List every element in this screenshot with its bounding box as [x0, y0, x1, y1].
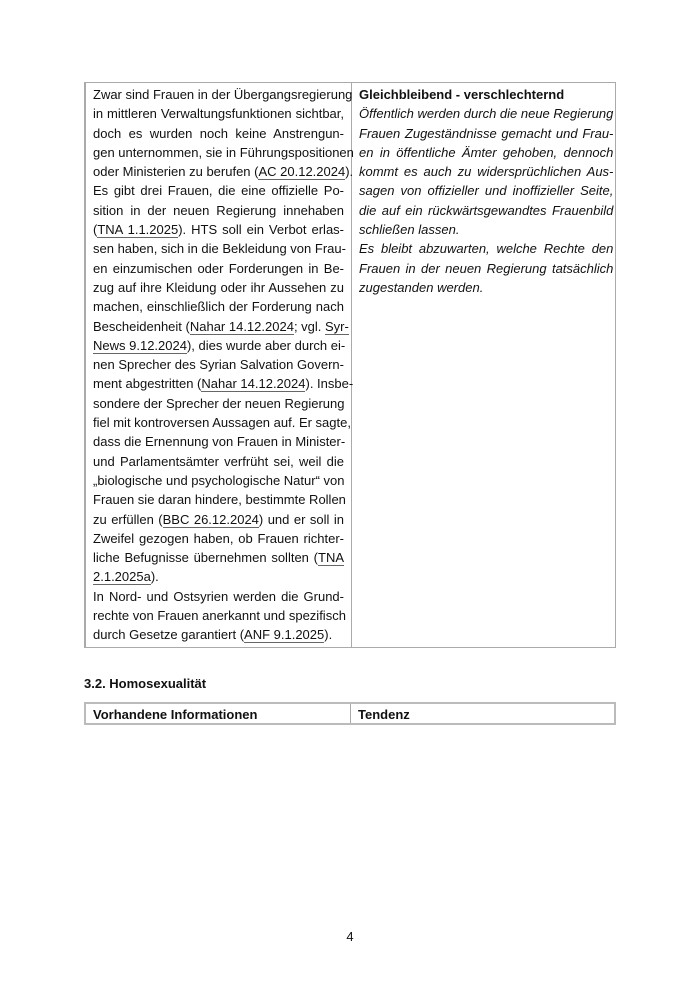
text-segment: durch Gesetze garantiert ( — [93, 627, 245, 643]
text-segment: en einzumischen oder Forderungen in Be- — [93, 260, 344, 276]
text-segment: dass die Ernennung von Frauen in Minister- — [93, 434, 346, 450]
text-segment: in mittleren Verwaltungsfunktionen sichtbar, — [93, 106, 344, 122]
text-segment: ). — [324, 627, 333, 643]
text-line — [93, 220, 344, 239]
trend-cell — [352, 83, 620, 647]
trend-text-line: Es bleibt abzuwarten, welche Rechte den — [359, 241, 614, 257]
text-segment: machen, einschließlich der Forderung nach — [93, 299, 344, 315]
text-line — [93, 567, 344, 586]
text-segment: ). — [345, 164, 354, 180]
source-link[interactable]: 2.1.2025a — [93, 569, 151, 585]
trend-text-line: Frauen Zugeständnisse gemacht und Frau- — [359, 125, 614, 141]
text-segment: sondere der Sprecher der neuen Regierung — [93, 395, 345, 411]
text-line — [93, 587, 344, 606]
text-line — [93, 278, 344, 297]
source-link[interactable]: News 9.12.2024 — [93, 337, 187, 353]
trend-text-line: sagen von offizieller und inoffizieller Seite, — [359, 183, 614, 199]
section-heading: 3.2. Homosexualität — [84, 676, 207, 691]
trend-text-line: zugestanden werden. — [359, 279, 484, 295]
trend-text-line: die auf ein rückwärtsgewandtes Frauenbild — [359, 202, 614, 218]
source-link[interactable]: ANF 9.1.2025 — [244, 627, 325, 643]
text-segment: sition in der neuen Regierung innehaben — [93, 202, 344, 218]
text-line — [93, 471, 344, 490]
text-segment: „biologische und psychologische Natur“ von — [93, 472, 345, 488]
text-segment: fiel mit kontroversen Aussagen auf. Er sagte, — [93, 415, 351, 431]
text-line — [93, 355, 344, 374]
text-line — [93, 85, 353, 104]
text-segment: ; vgl. — [293, 318, 326, 334]
text-segment: ). HTS soll ein Verbot erlas- — [178, 222, 344, 238]
text-line — [93, 394, 344, 413]
text-segment: ). Insbe- — [305, 376, 354, 392]
text-segment: Frauen sie daran hindere, bestimmte Rollen — [93, 492, 346, 508]
text-segment: ment abgestritten ( — [93, 376, 202, 392]
text-segment: oder Ministerien zu berufen ( — [93, 164, 259, 180]
header-trend: Tendenz — [358, 707, 410, 722]
text-line — [93, 162, 354, 181]
text-line — [93, 104, 344, 123]
text-line — [93, 529, 344, 548]
source-link[interactable]: TNA 1.1.2025 — [97, 222, 179, 238]
text-segment: gen unternommen, sie in Führungspositionen — [93, 144, 354, 160]
text-line — [93, 317, 349, 336]
text-line — [93, 259, 344, 278]
source-link[interactable]: TNA — [318, 550, 344, 566]
text-segment: ) und er soll in — [258, 511, 344, 527]
page-number: 4 — [346, 929, 354, 944]
text-segment: Zweifel gezogen haben, ob Frauen richter- — [93, 530, 344, 546]
text-line — [93, 625, 344, 644]
text-segment: zu erfüllen ( — [93, 511, 163, 527]
text-segment: ( — [93, 222, 98, 238]
text-segment: ). — [150, 569, 159, 585]
women-rights-table — [84, 82, 616, 648]
text-line — [93, 510, 344, 529]
text-line — [93, 143, 354, 162]
trend-heading: Gleichbleibend - verschlechternd — [359, 87, 565, 102]
text-line — [93, 413, 351, 432]
trend-text-line: schließen lassen. — [359, 222, 460, 238]
text-segment: nen Sprecher des Syrian Salvation Govern- — [93, 357, 344, 373]
text-line — [93, 374, 354, 393]
trend-text-line: kommt es auch zu widersprüchlichen Aus- — [359, 164, 614, 180]
text-line — [93, 452, 344, 471]
text-segment: Es gibt drei Frauen, die eine offizielle Po- — [93, 183, 344, 199]
text-segment: Bescheidenheit ( — [93, 318, 190, 334]
text-line — [93, 490, 344, 509]
text-line — [93, 297, 344, 316]
text-segment: rechte von Frauen anerkannt und spezifisch — [93, 608, 346, 624]
trend-text-line: Frauen in der neuen Regierung tatsächlich — [359, 260, 614, 276]
source-link[interactable]: Nahar 14.12.2024 — [189, 318, 294, 334]
text-line — [93, 606, 344, 625]
source-link[interactable]: BBC 26.12.2024 — [162, 511, 259, 527]
text-line — [93, 124, 344, 143]
text-segment: und Parlamentsämter verfrüht sei, weil die — [93, 453, 344, 469]
text-line — [93, 181, 344, 200]
text-segment: Zwar sind Frauen in der Übergangsregierung — [93, 87, 353, 102]
trend-text-line: en in öffentliche Ämter gehoben, dennoch — [359, 144, 614, 160]
homosexuality-table — [84, 702, 616, 725]
text-line — [93, 548, 344, 567]
text-line — [93, 336, 344, 355]
header-available-information: Vorhandene Informationen — [86, 704, 351, 723]
source-link[interactable]: AC 20.12.2024 — [258, 164, 346, 180]
text-segment: In Nord- und Ostsyrien werden die Grund- — [93, 588, 344, 604]
trend-text-line: Öffentlich werden durch die neue Regierung — [359, 106, 614, 122]
source-link[interactable]: Syr- — [325, 318, 349, 334]
text-line — [93, 201, 344, 220]
text-segment: liche Befugnisse übernehmen sollten ( — [93, 550, 318, 566]
text-segment: sen haben, sich in die Bekleidung von Frau- — [93, 241, 346, 257]
text-line — [93, 432, 344, 451]
text-line — [93, 239, 344, 258]
text-segment: ), dies wurde aber durch ei- — [186, 337, 346, 353]
source-link[interactable]: Nahar 14.12.2024 — [201, 376, 306, 392]
available-information-cell — [86, 83, 352, 647]
text-segment: doch es wurden noch keine Anstrengun- — [93, 125, 344, 141]
text-segment: zug auf ihre Kleidung oder ihr Aussehen zu — [93, 279, 344, 295]
